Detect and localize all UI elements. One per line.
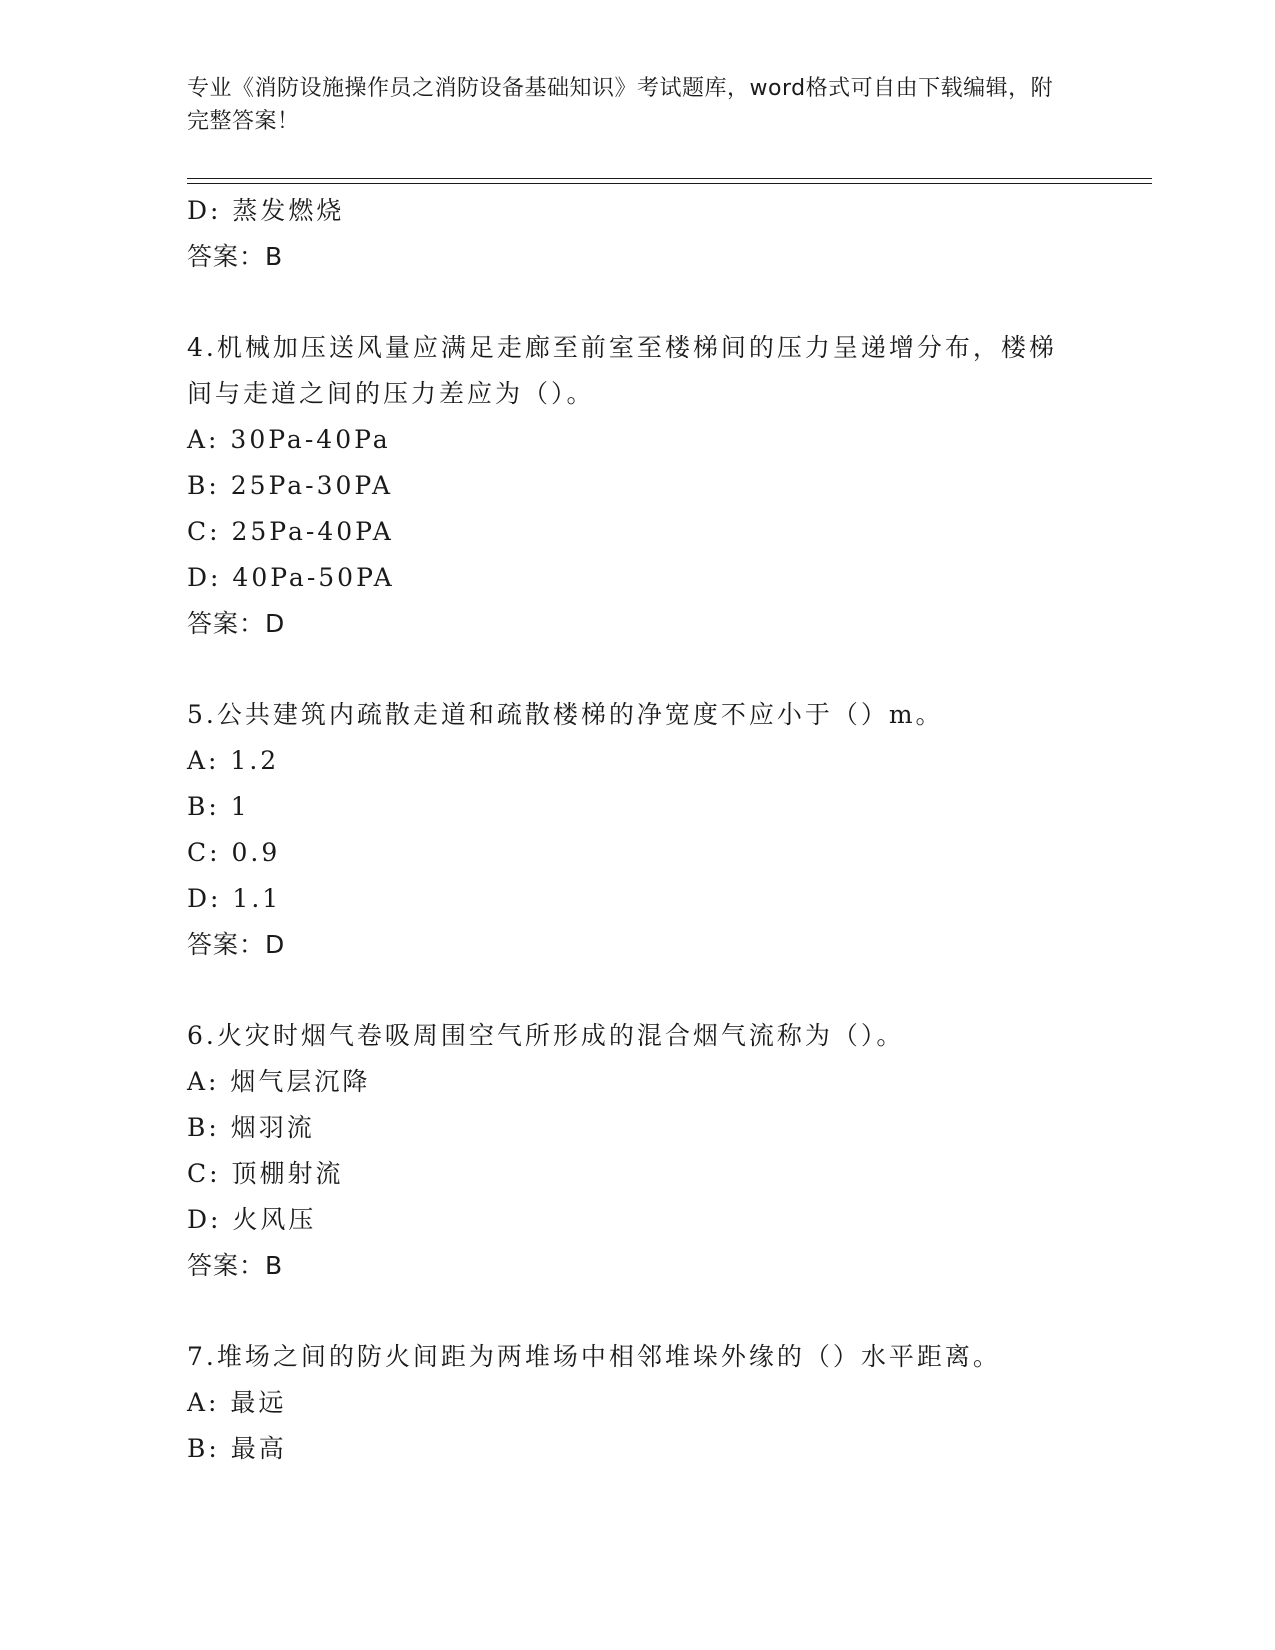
question-stem: 5.公共建筑内疏散走道和疏散楼梯的净宽度不应小于（）m。 bbox=[187, 700, 944, 729]
option-d: D: 1.1 bbox=[187, 884, 282, 913]
option-a: A: 1.2 bbox=[187, 746, 280, 775]
question-stem: 4.机械加压送风量应满足走廊至前室至楼梯间的压力呈递增分布，楼梯间与走道之间的压力差应为（）。 bbox=[187, 333, 1057, 408]
answer-previous: 答案：B bbox=[187, 242, 284, 271]
option-b: B: 25Pa-30PA bbox=[187, 471, 393, 500]
option-a: A: 最远 bbox=[187, 1388, 287, 1417]
option-c: C: 25Pa-40PA bbox=[187, 517, 394, 546]
question-list bbox=[187, 188, 1067, 1472]
option-a: A: 烟气层沉降 bbox=[187, 1067, 371, 1096]
option-b: B: 1 bbox=[187, 792, 250, 821]
answer: 答案：D bbox=[187, 930, 286, 959]
header-rule-bottom bbox=[187, 183, 1152, 184]
option-d-previous: D: 蒸发燃烧 bbox=[187, 196, 345, 225]
option-c: C: 0.9 bbox=[187, 838, 281, 867]
question-4 bbox=[187, 325, 1067, 647]
answer: 答案：D bbox=[187, 609, 286, 638]
header-rule-top bbox=[187, 178, 1152, 179]
option-c: C: 顶棚射流 bbox=[187, 1159, 344, 1188]
option-d: D: 40Pa-50PA bbox=[187, 563, 395, 592]
question-stem: 7.堆场之间的防火间距为两堆场中相邻堆垛外缘的（）水平距离。 bbox=[187, 1342, 1001, 1371]
option-b: B: 烟羽流 bbox=[187, 1113, 315, 1142]
question-7 bbox=[187, 1334, 1067, 1472]
answer: 答案：B bbox=[187, 1251, 284, 1280]
option-d: D: 火风压 bbox=[187, 1205, 317, 1234]
option-a: A: 30Pa-40Pa bbox=[187, 425, 391, 454]
document-header: 专业《消防设施操作员之消防设备基础知识》考试题库，word格式可自由下载编辑，附完整答案！ bbox=[187, 76, 1054, 134]
question-stem: 6.火灾时烟气卷吸周围空气所形成的混合烟气流称为（）。 bbox=[187, 1021, 905, 1050]
question-6 bbox=[187, 1013, 1067, 1289]
option-b: B: 最高 bbox=[187, 1434, 287, 1463]
question-5 bbox=[187, 692, 1067, 968]
